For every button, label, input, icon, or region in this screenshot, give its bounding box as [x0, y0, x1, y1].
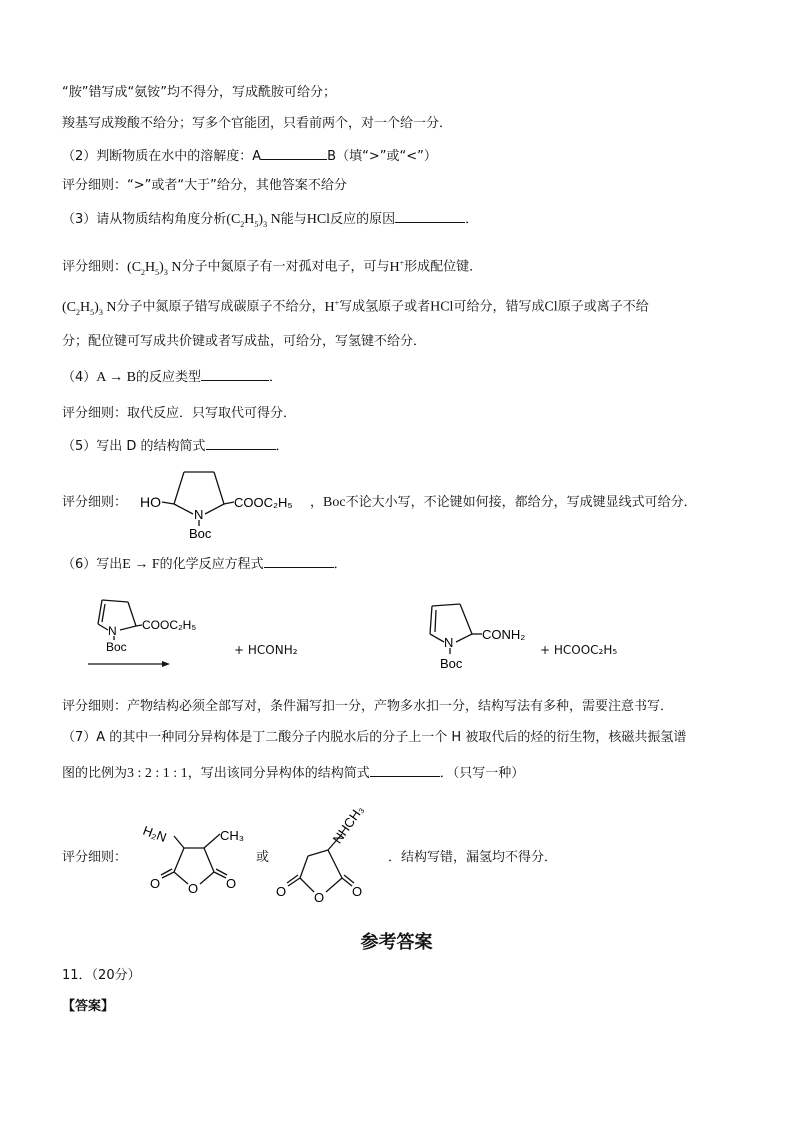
nh2-bond — [174, 836, 184, 848]
carbonyl-oxygen-label: O — [226, 876, 237, 891]
ring-bond — [308, 850, 328, 856]
ester-bond — [224, 502, 234, 504]
e-to-f-formula: E → F — [122, 557, 160, 572]
ring-bond — [214, 472, 224, 504]
ring-bond — [102, 600, 128, 602]
structure-f — [426, 598, 546, 678]
ring-bond — [174, 872, 188, 884]
q3-text-a: （3）请从物质结构角度分析 — [62, 212, 227, 227]
question-5: （5）写出 D 的结构简式 ． — [62, 439, 289, 454]
carbonyl-bond — [344, 875, 354, 883]
q6-answer-blank[interactable] — [264, 555, 334, 568]
a-to-b-formula: A → B — [96, 370, 136, 385]
note-carboxyl: 羧基写成羧酸不给分；写多个官能团，只看前两个，对一个给一分． — [62, 116, 453, 131]
question-4: （4）A → B的反应类型 ． — [62, 370, 282, 385]
ring-bond — [300, 878, 314, 892]
nmr-ratio: 3 : 2 : 1 : 1 — [127, 766, 188, 781]
q7-answer-blank[interactable] — [370, 764, 440, 777]
oh-bond — [162, 502, 174, 504]
hcl-formula: HCl — [430, 299, 454, 315]
question-11-header: 11．（20分） — [62, 968, 141, 983]
double-bond — [435, 610, 436, 632]
triethylamine-formula: $(C_2H_5)_3$ N — [62, 299, 117, 317]
proton-formula: H+ — [389, 258, 405, 275]
boc-label: Boc — [106, 640, 127, 654]
triethylamine-formula: $(C_2H_5)_3$ N — [226, 212, 281, 229]
arrow-head-icon — [162, 661, 170, 667]
amino-label: H₂N — [140, 822, 169, 845]
ring-bond — [430, 634, 444, 642]
q2-text-a: （2）判断物质在水中的溶解度：A — [62, 149, 262, 164]
ester-label: COOC₂H₅ — [142, 618, 197, 632]
rubric-5-text: ，Boc不论大小写，不论键如何接，都给分，写成键显线式可给分． — [310, 495, 697, 510]
ring-bond — [120, 626, 136, 630]
methylamino-label: NHCH₃ — [329, 802, 367, 847]
ring-bond — [128, 602, 136, 626]
byproduct-label: + HCOOC₂H₅ — [540, 643, 618, 657]
q3-text-c: 反应的原因 — [330, 212, 396, 227]
ring-nitrogen-label: N — [108, 624, 117, 638]
ring-bond — [300, 856, 308, 878]
question-7-line1: （7）A 的其中一种同分异构体是丁二酸分子内脱水后的分子上一个 H 被取代后的烃的衍生物，核磁共振氢谱 — [62, 730, 687, 745]
carbonyl-oxygen-label: O — [150, 876, 161, 891]
q3-answer-blank[interactable] — [395, 210, 465, 223]
triethylamine-formula: $(C_2H_5)_3$ N — [127, 259, 182, 277]
answer-label: 【答案】 — [62, 999, 115, 1014]
ring-bond — [98, 624, 108, 630]
q4-answer-blank[interactable] — [201, 368, 269, 381]
ring-oxygen-label: O — [188, 881, 199, 896]
question-3: （3）请从物质结构角度分析$(C_2H_5)_3$ N能与HCl反应的原因 ． — [62, 212, 479, 229]
rubric-3-line1: 评分细则：$(C_2H_5)_3$ N分子中氮原子有一对孤对电子，可与H+形成配位键． — [62, 258, 483, 277]
ring-bond — [174, 848, 184, 872]
cl-formula: Cl — [544, 299, 558, 315]
ring-bond — [204, 848, 214, 872]
ester-label: COOC₂H₅ — [234, 495, 293, 510]
q2-answer-blank[interactable] — [261, 147, 327, 160]
ring-bond — [174, 504, 193, 514]
carbonyl-oxygen-label: O — [352, 884, 363, 899]
ring-bond — [432, 604, 460, 606]
ring-bond — [456, 634, 472, 642]
structure-d — [136, 462, 306, 542]
note-amine: “胺”错写成“氨铵”均不得分，写成酰胺可给分； — [62, 85, 336, 100]
isomer-structure-2 — [268, 798, 383, 908]
question-7-line2: 图的比例为3 : 2 : 1 : 1，写出该同分异构体的结构简式 ．（只写一种） — [62, 766, 525, 781]
rubric-5-label: 评分细则： — [62, 495, 128, 510]
rubric-4: 评分细则：取代反应．只写取代可得分． — [62, 406, 297, 421]
rubric-7-text: ．结构写错，漏氢均不得分． — [388, 850, 558, 865]
hcl-formula: HCl — [306, 212, 331, 227]
ring-oxygen-label: O — [314, 890, 325, 905]
amide-label: CONH₂ — [482, 627, 526, 642]
q2-text-b: B（填“>”或“<”） — [327, 149, 437, 164]
ring-nitrogen-label: N — [444, 635, 454, 650]
carbonyl-bond — [342, 878, 352, 886]
boc-label: Boc — [189, 526, 212, 541]
rubric-2: 评分细则：“>”或者“大于”给分，其他答案不给分 — [62, 178, 347, 193]
isomer-structure-1 — [140, 812, 255, 902]
ring-bond — [326, 878, 342, 892]
ring-nitrogen-label: N — [194, 507, 204, 522]
ring-bond — [205, 504, 224, 514]
question-2 — [62, 147, 437, 166]
rubric-3-line2: $(C_2H_5)_3$ N分子中氮原子错写成碳原子不给分，H+写成氢原子或者HCl可给分，错写成Cl原子或离子不给 — [62, 298, 649, 317]
q3-text-b: 能与 — [280, 212, 307, 227]
proton-formula: H+ — [324, 298, 340, 315]
rubric-6: 评分细则：产物结构必须全部写对，条件漏写扣一分，产物多水扣一分，结构写法有多种，需要注意书写． — [62, 699, 674, 714]
boc-label: Boc — [440, 656, 463, 671]
ring-bond — [430, 606, 432, 634]
double-bond — [102, 604, 105, 622]
ring-bond — [460, 604, 472, 634]
carbonyl-bond — [288, 878, 300, 886]
rubric-3-line3: 分；配位键可写成共价键或者写成盐，可给分，写氢键不给分． — [62, 334, 427, 349]
q5-answer-blank[interactable] — [206, 437, 276, 450]
ch3-bond — [204, 834, 220, 848]
question-6: （6）写出E → F的化学反应方程式 ． — [62, 557, 347, 572]
hydroxyl-label: HO — [140, 494, 161, 510]
carbonyl-oxygen-label: O — [276, 884, 287, 899]
or-word: 或 — [256, 850, 270, 865]
structure-e — [84, 592, 234, 672]
ring-bond — [98, 600, 102, 624]
carbonyl-bond — [287, 875, 298, 883]
ring-bond — [174, 472, 184, 504]
ring-bond — [328, 850, 342, 878]
reagent-label: + HCONH₂ — [234, 643, 298, 657]
boc-formula: Boc — [323, 495, 346, 510]
methyl-label: CH₃ — [220, 828, 245, 843]
ring-bond — [200, 872, 214, 884]
rubric-7-label: 评分细则： — [62, 850, 128, 865]
reference-answer-title: 参考答案 — [360, 932, 433, 953]
